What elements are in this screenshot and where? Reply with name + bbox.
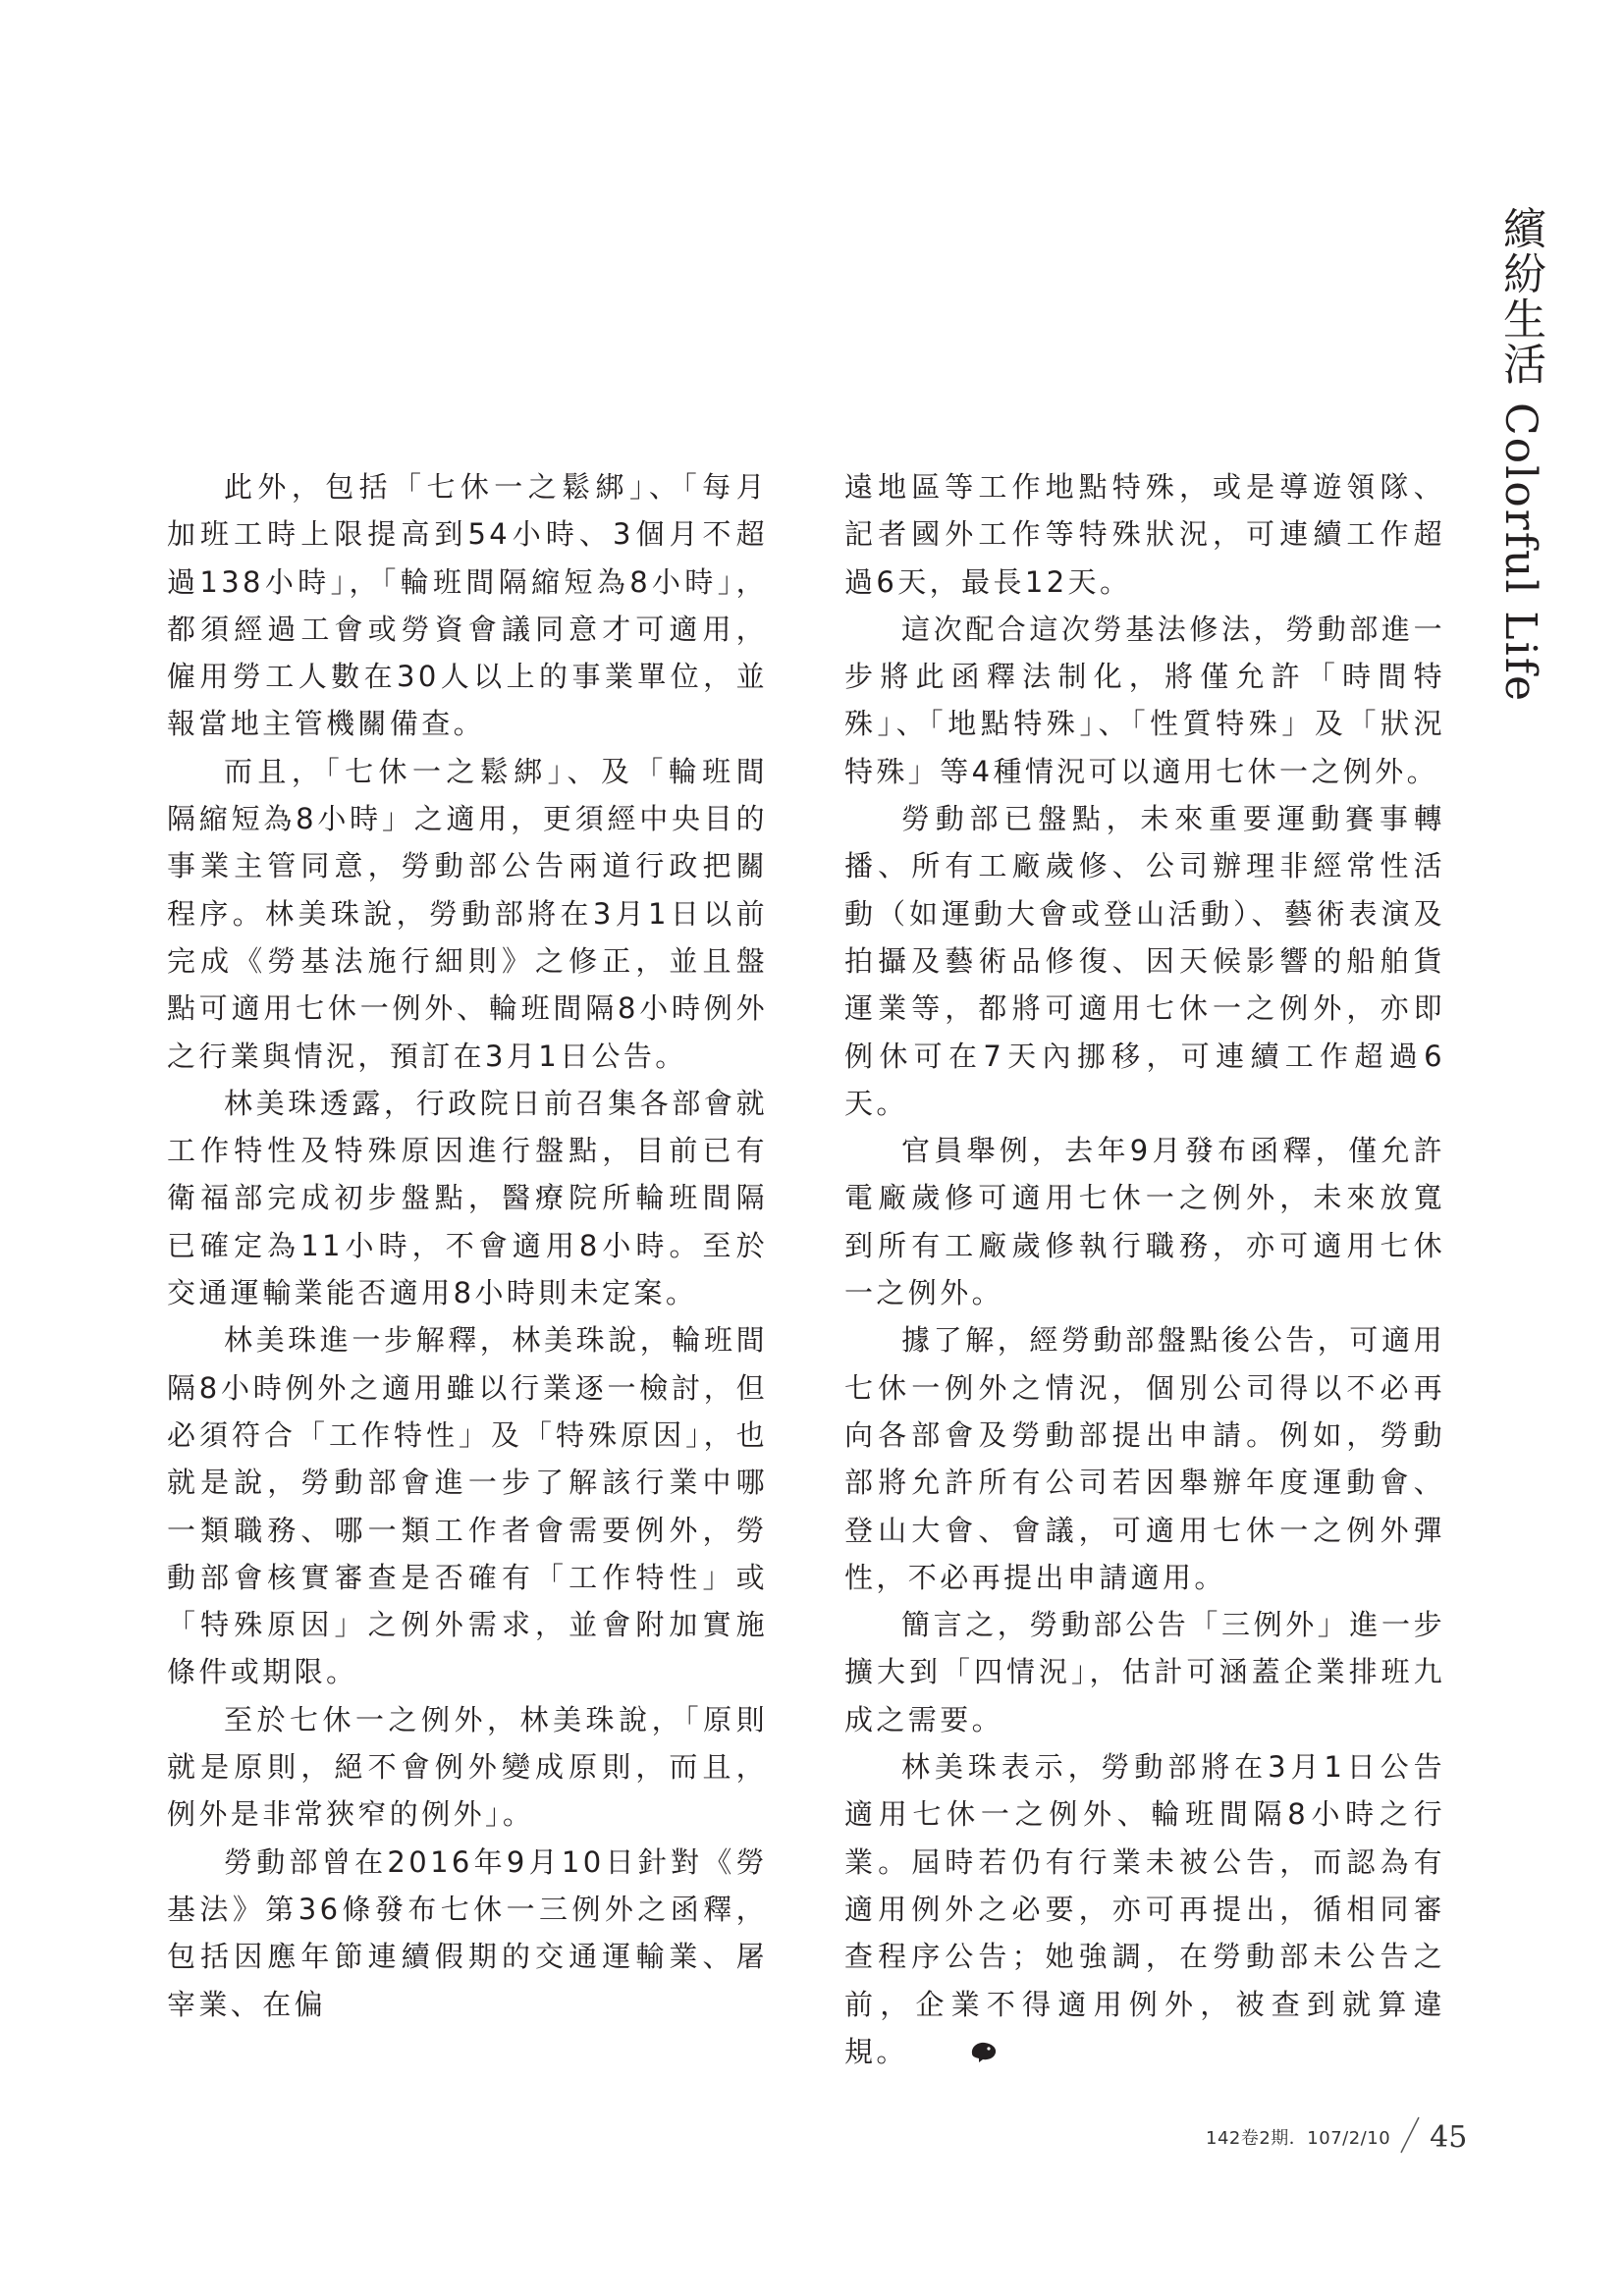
paragraph: 林美珠進一步解釋，林美珠說，輪班間隔8小時例外之適用雖以行業逐一檢討，但必須符合「工作特性」及「特殊原因」，也就是說，勞動部會進一步了解該行業中哪一類職務、哪一類工作者會需要例外，勞動部會核實審查是否確有「工作特性」或「特殊原因」之例外需求，並會附加實施條件或期限。 bbox=[167, 1323, 768, 1689]
paragraph-last-text: 林美珠表示，勞動部將在3月1日公告適用七休一之例外、輪班間隔8小時之行業。屆時若仍有行業未被公告，而認為有適用例外之必要，亦可再提出，循相同審查程序公告；她強調，在勞動部未公告之前，企業不得適用例外，被查到就算違規。 bbox=[844, 1750, 1445, 2068]
paragraph: 這次配合這次勞基法修法，勞動部進一步將此函釋法制化，將僅允許「時間特殊」、「地點特殊」、「性質特殊」及「狀況特殊」等4種情況可以適用七休一之例外。 bbox=[844, 612, 1445, 788]
paragraph: 簡言之，勞動部公告「三例外」進一步擴大到「四情況」，估計可涵蓋企業排班九成之需要。 bbox=[844, 1608, 1445, 1736]
paragraph-continued: 遠地區等工作地點特殊，或是導遊領隊、記者國外工作等特殊狀況，可連續工作超過6天，最長12天。 bbox=[844, 470, 1445, 599]
page-footer bbox=[1206, 2115, 1467, 2159]
paragraph: 而且，「七休一之鬆綁」、及「輪班間隔縮短為8小時」之適用，更須經中央目的事業主管同意，勞動部公告兩道行政把關程序。林美珠說，勞動部將在3月1日以前完成《勞基法施行細則》之修正，並且盤點可適用七休一例外、輪班間隔8小時例外之行業與情況，預訂在3月1日公告。 bbox=[167, 754, 768, 1073]
paragraph: 此外，包括「七休一之鬆綁」、「每月加班工時上限提高到54小時、3個月不超過138小時」，「輪班間隔縮短為8小時」，都須經過工會或勞資會議同意才可適用，僱用勞工人數在30人以上的事業單位，並報當地主管機關備查。 bbox=[167, 470, 768, 741]
left-column bbox=[167, 463, 768, 2028]
page-number: 45 bbox=[1430, 2119, 1468, 2155]
issue-info: 142卷2期．107/2/10 bbox=[1206, 2128, 1391, 2149]
paragraph-last bbox=[844, 1743, 1445, 2077]
end-of-article-icon bbox=[912, 2030, 999, 2077]
paragraph: 官員舉例，去年9月發布函釋，僅允許電廠歲修可適用七休一之例外，未來放寬到所有工廠歲修執行職務，亦可適用七休一之例外。 bbox=[844, 1134, 1445, 1310]
right-column bbox=[844, 463, 1445, 2077]
paragraph: 據了解，經勞動部盤點後公告，可適用七休一例外之情況，個別公司得以不必再向各部會及勞動部提出申請。例如，勞動部將允許所有公司若因舉辦年度運動會、登山大會、會議，可適用七休一之例外彈性，不必再提出申請適用。 bbox=[844, 1323, 1445, 1594]
paragraph: 林美珠透露，行政院日前召集各部會就工作特性及特殊原因進行盤點，目前已有衛福部完成初步盤點，醫療院所輪班間隔已確定為11小時，不會適用8小時。至於交通運輸業能否適用8小時則未定案。 bbox=[167, 1086, 768, 1310]
paragraph: 勞動部已盤點，未來重要運動賽事轉播、所有工廠歲修、公司辦理非經常性活動（如運動大會或登山活動）、藝術表演及拍攝及藝術品修復、因天候影響的船舶貨運業等，都將可適用七休一之例外，亦即例休可在7天內挪移，可連續工作超過6天。 bbox=[844, 802, 1445, 1120]
paragraph: 至於七休一之例外，林美珠說，「原則就是原則，絕不會例外變成原則，而且，例外是非常狹窄的例外」。 bbox=[167, 1702, 768, 1832]
slash-divider-icon bbox=[1398, 2115, 1422, 2159]
section-label: 繽紛生活 Colorful Life bbox=[1495, 206, 1545, 704]
paragraph: 勞動部曾在2016年9月10日針對《勞基法》第36條發布七休一三例外之函釋，包括因應年節連續假期的交通運輸業、屠宰業、在偏 bbox=[167, 1844, 768, 2021]
